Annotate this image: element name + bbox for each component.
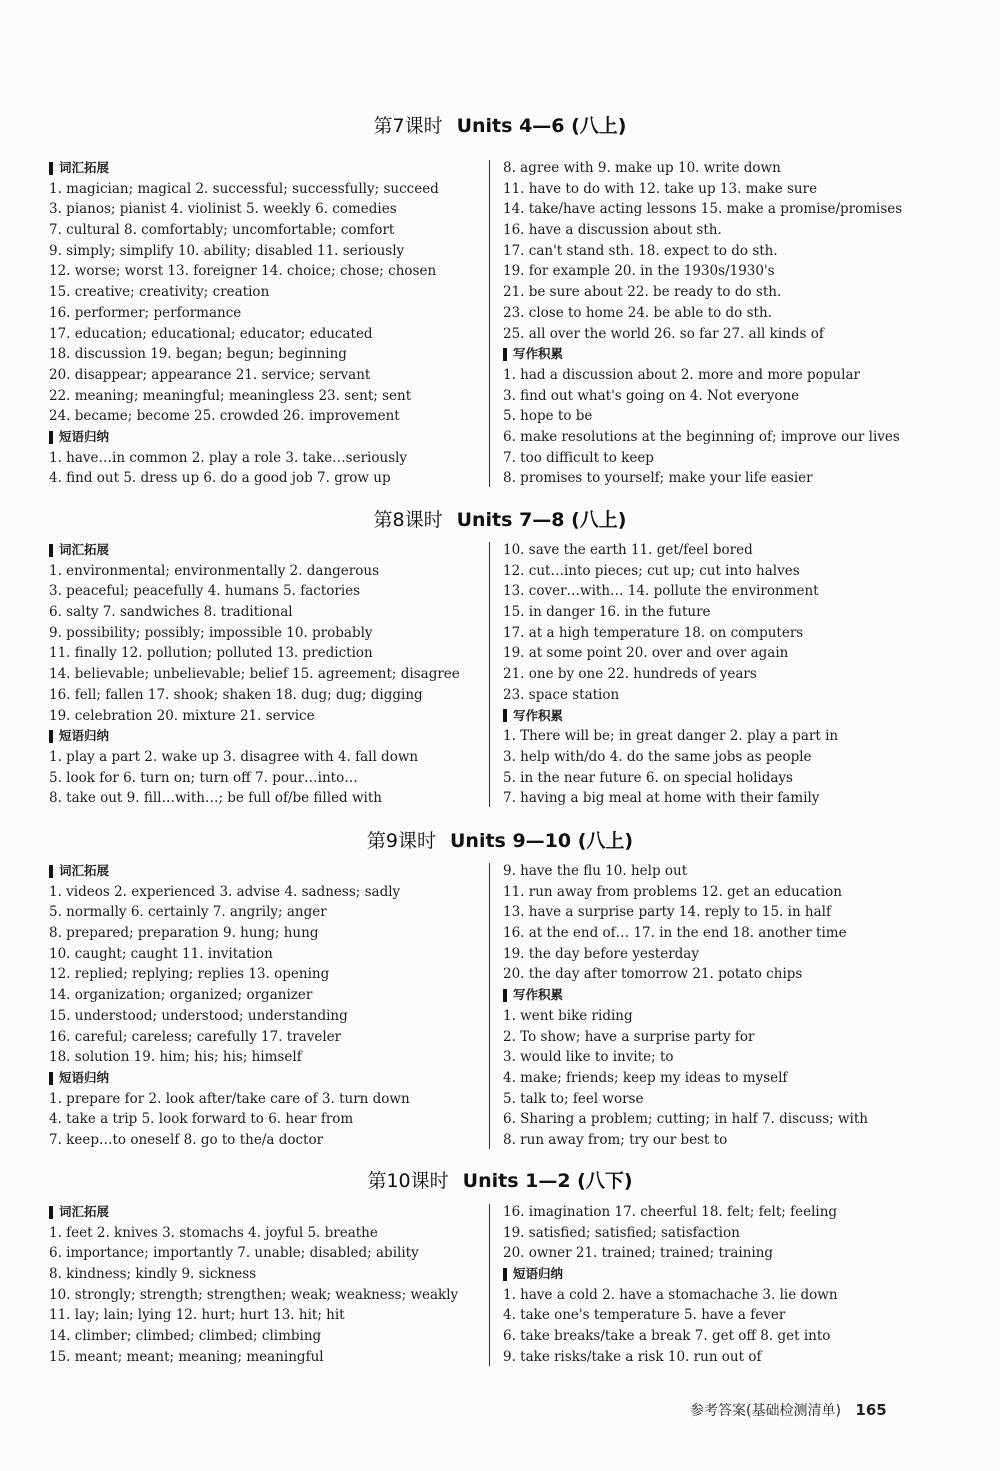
answer-line: 8. promises to yourself; make your life easier bbox=[503, 470, 813, 487]
section-heading bbox=[49, 861, 479, 882]
lesson-title bbox=[0, 828, 1000, 854]
lesson-units: Units 4—6 (八上) bbox=[456, 115, 627, 137]
answer-line: 10. save the earth 11. get/feel bored bbox=[503, 542, 753, 558]
answer-line: 16. careful; careless; carefully 17. traveler bbox=[49, 1028, 342, 1045]
section-marker-icon bbox=[503, 989, 507, 1002]
answer-line: 16. fell; fallen 17. shook; shaken 18. dug; dug; digging bbox=[49, 686, 423, 703]
section-marker-icon bbox=[503, 348, 507, 361]
answer-line: 3. pianos; pianist 4. violinist 5. weekly 6. comedies bbox=[49, 201, 397, 218]
answer-line: 8. take out 9. fill…with…; be full of/be filled with bbox=[49, 790, 382, 807]
answer-line: 15. in danger 16. in the future bbox=[503, 604, 711, 621]
answer-line: 9. have the flu 10. help out bbox=[503, 863, 688, 879]
section-heading-text: 短语归纳 bbox=[59, 1069, 110, 1085]
answer-line: 4. make; friends; keep my ideas to myself bbox=[503, 1069, 788, 1086]
answer-line: 8. kindness; kindly 9. sickness bbox=[49, 1266, 257, 1283]
answer-line: 19. the day before yesterday bbox=[503, 945, 699, 962]
lesson-left-column bbox=[49, 861, 479, 1151]
answer-line: 12. replied; replying; replies 13. opening bbox=[49, 966, 330, 983]
answer-line: 16. imagination 17. cheerful 18. felt; felt; feeling bbox=[503, 1204, 838, 1220]
answer-line: 25. all over the world 26. so far 27. all kinds of bbox=[503, 325, 824, 342]
lesson-title bbox=[0, 113, 1000, 139]
answer-line: 17. can't stand sth. 18. expect to do sth. bbox=[503, 242, 778, 259]
answer-line: 15. understood; understood; understanding bbox=[49, 1007, 348, 1024]
answer-line: 9. simply; simplify 10. ability; disabled 11. seriously bbox=[49, 242, 405, 259]
section-marker-icon bbox=[49, 1072, 53, 1085]
answer-line: 15. creative; creativity; creation bbox=[49, 284, 270, 301]
answer-line: 3. find out what's going on 4. Not everyone bbox=[503, 387, 800, 404]
section-heading bbox=[49, 427, 479, 448]
answer-line: 1. feet 2. knives 3. stomachs 4. joyful 5. breathe bbox=[49, 1224, 378, 1241]
section-heading bbox=[503, 706, 943, 727]
answer-line: 8. agree with 9. make up 10. write down bbox=[503, 160, 781, 176]
section-marker-icon bbox=[503, 709, 507, 722]
page-footer bbox=[690, 1400, 887, 1420]
lesson-title bbox=[0, 1168, 1000, 1194]
answer-line: 3. help with/do 4. do the same jobs as people bbox=[503, 748, 812, 765]
answer-line: 1. magician; magical 2. successful; successfully; succeed bbox=[49, 180, 439, 197]
footer-label: 参考答案(基础检测清单) bbox=[690, 1403, 841, 1419]
answer-line: 11. run away from problems 12. get an education bbox=[503, 883, 842, 900]
answer-line: 7. keep…to oneself 8. go to the/a doctor bbox=[49, 1131, 324, 1148]
answer-line: 6. importance; importantly 7. unable; disabled; ability bbox=[49, 1245, 419, 1262]
section-heading-text: 词汇拓展 bbox=[59, 160, 110, 175]
answer-line: 4. take a trip 5. look forward to 6. hear from bbox=[49, 1111, 354, 1128]
answer-line: 18. solution 19. him; his; his; himself bbox=[49, 1049, 302, 1066]
answer-line: 19. for example 20. in the 1930s/1930's bbox=[503, 263, 775, 280]
section-heading bbox=[503, 985, 943, 1006]
answer-line: 17. at a high temperature 18. on computers bbox=[503, 624, 804, 641]
answer-line: 7. cultural 8. comfortably; uncomfortable; comfort bbox=[49, 222, 395, 239]
lesson-right-column bbox=[503, 540, 943, 809]
answer-line: 1. had a discussion about 2. more and more popular bbox=[503, 366, 860, 383]
column-divider bbox=[489, 160, 490, 487]
answer-line: 14. believable; unbelievable; belief 15. agreement; disagree bbox=[49, 666, 460, 683]
lesson-number: 第8课时 bbox=[373, 509, 443, 531]
answer-line: 16. performer; performance bbox=[49, 304, 242, 321]
answer-line: 9. take risks/take a risk 10. run out of bbox=[503, 1348, 762, 1365]
answer-line: 3. would like to invite; to bbox=[503, 1049, 674, 1066]
column-divider bbox=[489, 863, 490, 1149]
answer-line: 4. take one's temperature 5. have a fever bbox=[503, 1307, 786, 1324]
answer-line: 4. find out 5. dress up 6. do a good job 7. grow up bbox=[49, 470, 391, 487]
answer-line: 7. having a big meal at home with their family bbox=[503, 790, 820, 807]
column-divider bbox=[489, 542, 490, 807]
lesson-number: 第10课时 bbox=[367, 1170, 449, 1192]
section-marker-icon bbox=[49, 730, 53, 743]
section-heading-text: 写作积累 bbox=[513, 346, 564, 362]
answer-line: 1. went bike riding bbox=[503, 1007, 633, 1024]
answer-line: 3. peaceful; peacefully 4. humans 5. factories bbox=[49, 583, 361, 600]
lesson-left-column bbox=[49, 158, 479, 489]
answer-line: 1. There will be; in great danger 2. play a part in bbox=[503, 728, 839, 745]
section-heading-text: 词汇拓展 bbox=[59, 1204, 110, 1219]
answer-line: 11. have to do with 12. take up 13. make sure bbox=[503, 180, 818, 197]
lesson-number: 第7课时 bbox=[373, 115, 443, 137]
answer-line: 6. take breaks/take a break 7. get off 8. get into bbox=[503, 1328, 831, 1345]
answer-line: 16. at the end of… 17. in the end 18. another time bbox=[503, 925, 847, 942]
answer-line: 5. hope to be bbox=[503, 408, 593, 425]
answer-line: 21. one by one 22. hundreds of years bbox=[503, 666, 757, 683]
section-marker-icon bbox=[49, 865, 53, 878]
section-marker-icon bbox=[503, 1268, 507, 1281]
answer-line: 12. cut…into pieces; cut up; cut into halves bbox=[503, 562, 800, 579]
answer-line: 5. talk to; feel worse bbox=[503, 1090, 644, 1107]
section-heading bbox=[49, 1068, 479, 1089]
answer-line: 13. cover…with… 14. pollute the environment bbox=[503, 583, 819, 600]
answer-line: 5. in the near future 6. on special holidays bbox=[503, 769, 793, 786]
answer-line: 8. prepared; preparation 9. hung; hung bbox=[49, 925, 319, 942]
section-heading-text: 词汇拓展 bbox=[59, 863, 110, 878]
answer-line: 10. strongly; strength; strengthen; weak; weakness; weakly bbox=[49, 1286, 459, 1303]
section-heading-text: 写作积累 bbox=[513, 707, 564, 723]
section-heading bbox=[49, 726, 479, 747]
answer-line: 1. have…in common 2. play a role 3. take…seriously bbox=[49, 449, 408, 466]
answer-line: 19. celebration 20. mixture 21. service bbox=[49, 707, 315, 724]
answer-line: 1. have a cold 2. have a stomachache 3. lie down bbox=[503, 1286, 838, 1303]
answer-line: 20. owner 21. trained; trained; training bbox=[503, 1245, 774, 1262]
section-heading-text: 短语归纳 bbox=[513, 1266, 564, 1282]
section-heading bbox=[503, 1264, 943, 1285]
answer-line: 1. videos 2. experienced 3. advise 4. sadness; sadly bbox=[49, 883, 401, 900]
lesson-title bbox=[0, 507, 1000, 533]
answer-line: 8. run away from; try our best to bbox=[503, 1131, 728, 1148]
answer-line: 6. make resolutions at the beginning of; improve our lives bbox=[503, 428, 900, 445]
answer-line: 6. Sharing a problem; cutting; in half 7. discuss; with bbox=[503, 1111, 868, 1128]
page-number: 165 bbox=[855, 1401, 887, 1419]
answer-line: 1. prepare for 2. look after/take care of 3. turn down bbox=[49, 1090, 410, 1107]
section-heading-text: 词汇拓展 bbox=[59, 542, 110, 557]
section-heading bbox=[503, 344, 943, 365]
lesson-number: 第9课时 bbox=[366, 830, 436, 852]
answer-line: 23. close to home 24. be able to do sth. bbox=[503, 304, 772, 321]
section-heading-text: 短语归纳 bbox=[59, 428, 110, 444]
answer-line: 20. the day after tomorrow 21. potato chips bbox=[503, 966, 803, 983]
section-heading bbox=[49, 540, 479, 561]
answer-line: 11. finally 12. pollution; polluted 13. prediction bbox=[49, 645, 373, 662]
lesson-units: Units 9—10 (八上) bbox=[449, 830, 634, 852]
lesson-left-column bbox=[49, 540, 479, 809]
section-heading-text: 短语归纳 bbox=[59, 728, 110, 744]
answer-line: 22. meaning; meaningful; meaningless 23. sent; sent bbox=[49, 387, 412, 404]
section-marker-icon bbox=[49, 1206, 53, 1219]
answer-line: 16. have a discussion about sth. bbox=[503, 222, 722, 239]
answer-line: 7. too difficult to keep bbox=[503, 449, 654, 466]
answer-line: 14. take/have acting lessons 15. make a promise/promises bbox=[503, 201, 903, 218]
answer-line: 5. normally 6. certainly 7. angrily; anger bbox=[49, 904, 327, 921]
section-heading-text: 写作积累 bbox=[513, 987, 564, 1003]
answer-line: 10. caught; caught 11. invitation bbox=[49, 945, 273, 962]
answer-line: 24. became; become 25. crowded 26. improvement bbox=[49, 408, 400, 425]
answer-line: 12. worse; worst 13. foreigner 14. choice; chose; chosen bbox=[49, 263, 437, 280]
column-divider bbox=[489, 1204, 490, 1366]
answer-line: 5. look for 6. turn on; turn off 7. pour…into… bbox=[49, 769, 358, 786]
section-heading bbox=[49, 1202, 479, 1223]
answer-line: 11. lay; lain; lying 12. hurt; hurt 13. hit; hit bbox=[49, 1307, 345, 1324]
answer-line: 18. discussion 19. began; begun; beginning bbox=[49, 346, 347, 363]
answer-line: 19. at some point 20. over and over again bbox=[503, 645, 789, 662]
answer-line: 13. have a surprise party 14. reply to 15. in half bbox=[503, 904, 831, 921]
section-marker-icon bbox=[49, 544, 53, 557]
answer-line: 14. climber; climbed; climbed; climbing bbox=[49, 1328, 322, 1345]
answer-line: 21. be sure about 22. be ready to do sth. bbox=[503, 284, 782, 301]
answer-line: 2. To show; have a surprise party for bbox=[503, 1028, 755, 1045]
answer-line: 1. environmental; environmentally 2. dangerous bbox=[49, 562, 379, 579]
lesson-units: Units 1—2 (八下) bbox=[462, 1170, 633, 1192]
lesson-units: Units 7—8 (八上) bbox=[456, 509, 627, 531]
answer-line: 9. possibility; possibly; impossible 10. probably bbox=[49, 624, 373, 641]
answer-line: 14. organization; organized; organizer bbox=[49, 987, 313, 1004]
section-heading bbox=[49, 158, 479, 179]
section-marker-icon bbox=[49, 431, 53, 444]
answer-line: 20. disappear; appearance 21. service; servant bbox=[49, 366, 371, 383]
answer-line: 6. salty 7. sandwiches 8. traditional bbox=[49, 604, 293, 621]
answer-line: 1. play a part 2. wake up 3. disagree with 4. fall down bbox=[49, 748, 419, 765]
section-marker-icon bbox=[49, 162, 53, 175]
lesson-right-column bbox=[503, 158, 943, 489]
answer-line: 19. satisfied; satisfied; satisfaction bbox=[503, 1224, 740, 1241]
answer-line: 17. education; educational; educator; educated bbox=[49, 325, 373, 342]
answer-line: 15. meant; meant; meaning; meaningful bbox=[49, 1348, 324, 1365]
lesson-right-column bbox=[503, 1202, 943, 1368]
answer-line: 23. space station bbox=[503, 686, 620, 703]
lesson-left-column bbox=[49, 1202, 479, 1368]
lesson-right-column bbox=[503, 861, 943, 1151]
